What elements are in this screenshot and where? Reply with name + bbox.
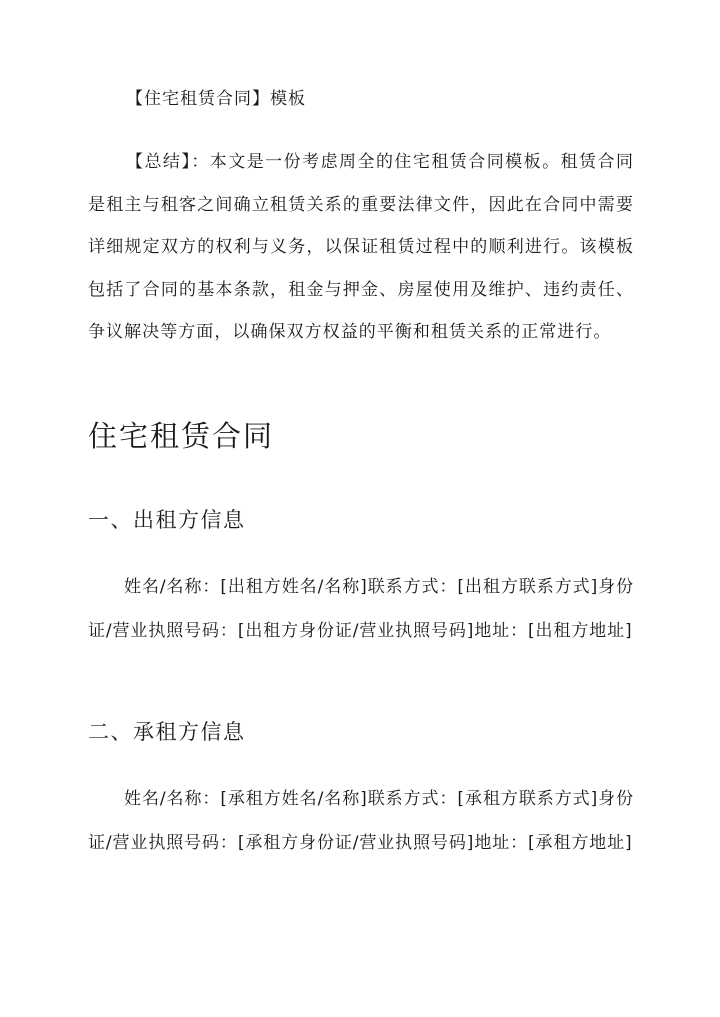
main-title: 住宅租赁合同 xyxy=(88,419,275,453)
template-title: 【住宅租赁合同】模板 xyxy=(126,89,306,109)
section-body-lessee: 姓名/名称：[承租方姓名/名称]联系方式：[承租方联系方式]身份证/营业执照号码：[承租方身份证/营业执照号码]地址：[承租方地址] xyxy=(88,789,634,853)
section-heading-lessor: 一、出租方信息 xyxy=(88,508,246,532)
section-body-lessor: 姓名/名称：[出租方姓名/名称]联系方式：[出租方联系方式]身份证/营业执照号码：[出租方身份证/营业执照号码]地址：[出租方地址] xyxy=(88,577,634,641)
section-heading-lessee: 二、承租方信息 xyxy=(88,720,246,744)
summary-paragraph: 【总结】：本文是一份考虑周全的住宅租赁合同模板。租赁合同是租主与租客之间确立租赁关系的重要法律文件，因此在合同中需要详细规定双方的权利与义务，以保证租赁过程中的顺利进行。该模板包括了合同的基本条款，租金与押金、房屋使用及维护、违约责任、争议解决等方面，以确保双方权益的平衡和租赁关系的正常进行。 xyxy=(88,152,634,342)
